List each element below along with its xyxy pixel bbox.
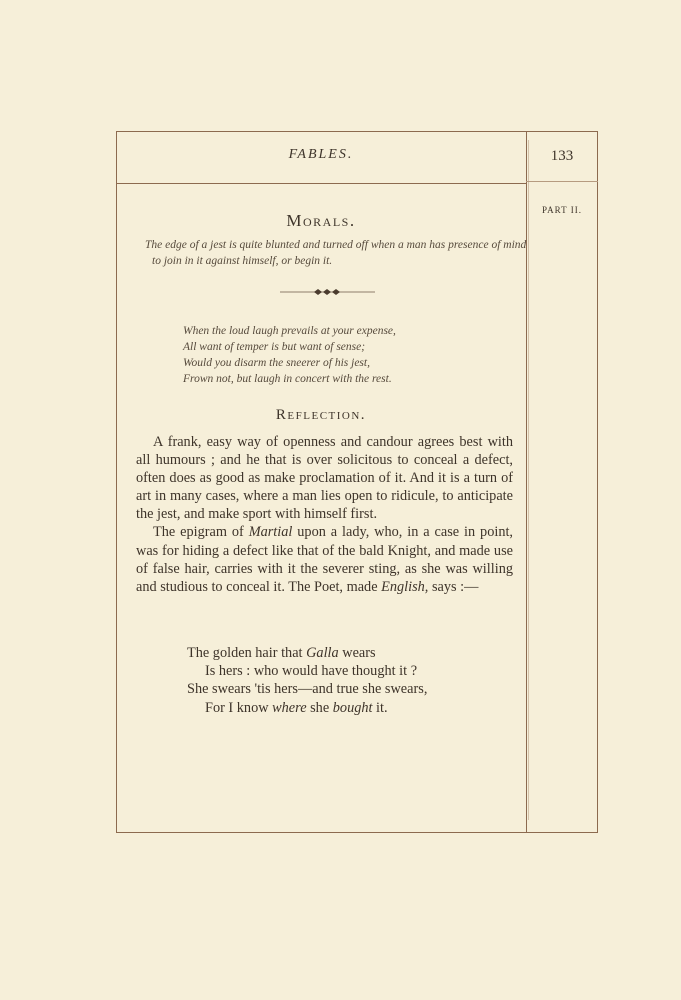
epigram-line: Is hers : who would have thought it ? (205, 663, 418, 680)
epigram-line: For I know where she bought it. (205, 699, 388, 716)
morals-heading: Morals. (286, 211, 356, 230)
reflection-heading: Reflection. (275, 407, 367, 423)
verse-line: Would you disarm the sneerer of his jest, (183, 357, 370, 369)
word-english: English, (381, 578, 429, 595)
name-galla: Galla (306, 645, 339, 661)
epigram-line: She swears 'tis hers—and true she swears, (187, 681, 428, 698)
morals-text: The edge of a jest is quite blunted and turned off when a man has presence of mind to join in it against himself, or begin it. (145, 239, 527, 267)
column-rule-faint (528, 140, 529, 820)
reflection-body (136, 433, 513, 596)
reflection-paragraph: The epigram of Martial upon a lady, who, in a case in point, was for hiding a defect like that of the bald Knight, and made use of false hair, carries with it the severer sting, as she was willing and studious to conceal it. The Poet, made English, says :— (136, 524, 514, 595)
reflection-paragraph: A frank, easy way of openness and candour agrees best with all humours ; and he that is over solicitous to conceal a defect, often does as good as make proclamation of it. And it is a turn of art in many cases, where a man lies open to ridicule, to anticipate the jest, and make sport with himself first. (136, 434, 513, 523)
page-number: 133 (550, 148, 574, 164)
verse-line: All want of temper is but want of sense; (183, 341, 366, 353)
header-rule (116, 183, 526, 184)
margin-note: PART II. (542, 205, 582, 215)
verse-line: Frown not, but laugh in concert with the rest. (183, 373, 392, 385)
verse-line: When the loud laugh prevails at your expense, (183, 325, 396, 337)
ornament-divider (280, 287, 375, 297)
name-martial: Martial (248, 524, 293, 541)
margin-header-rule (526, 181, 598, 182)
running-head: FABLES. (288, 147, 354, 162)
epigram-verse (187, 644, 507, 717)
epigram-line: The golden hair that Galla wears (187, 645, 376, 661)
morals-verse (183, 323, 523, 387)
